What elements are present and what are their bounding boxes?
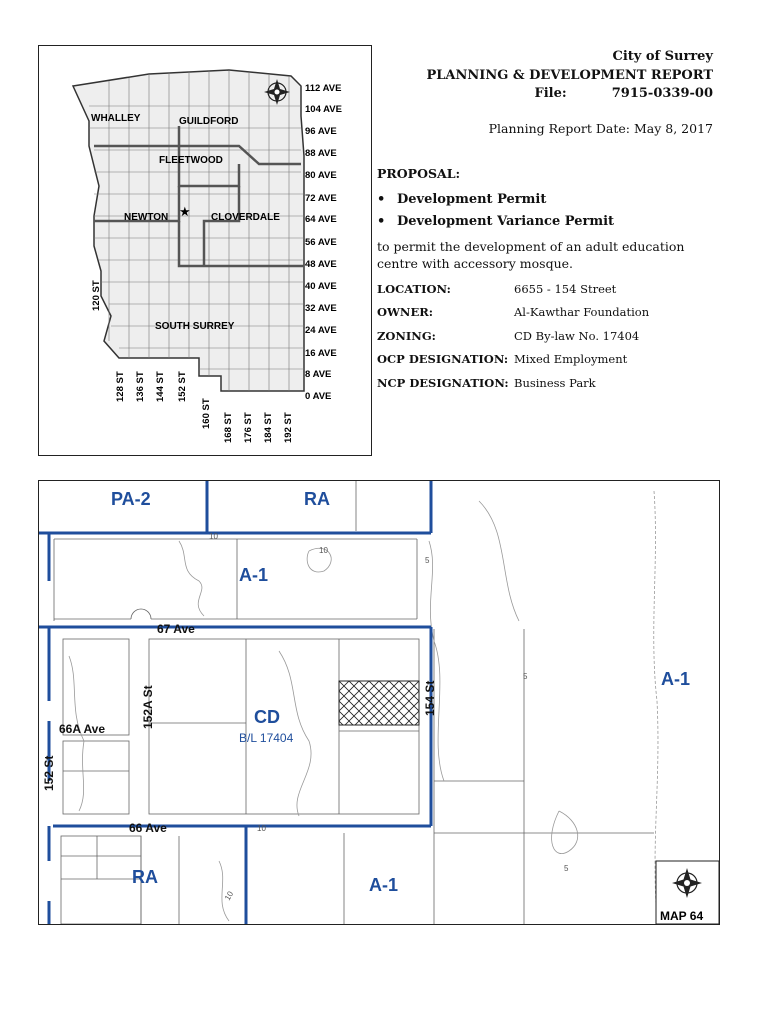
road-label: 66A Ave [59, 722, 106, 736]
proposal-item-label: Development Variance Permit [397, 214, 615, 229]
road-label: 152 St [42, 755, 56, 791]
proposal-description: to permit the development of an adult education centre with accessory mosque. [377, 239, 685, 271]
ave-label: 96 AVE [305, 126, 337, 137]
ave-label: 56 AVE [305, 237, 337, 248]
zone-label: CD [254, 707, 280, 727]
area-newton: NEWTON [124, 212, 169, 223]
st-label: 128 ST [115, 371, 126, 402]
detail-value: 6655 - 154 Street [514, 282, 617, 296]
ave-label: 24 AVE [305, 325, 337, 336]
zone-label: A-1 [661, 669, 691, 689]
ave-label: 32 AVE [305, 303, 337, 314]
zone-label: A-1 [239, 565, 269, 585]
detail-label: OWNER: [377, 305, 434, 319]
subject-site [339, 681, 419, 725]
report-date-label: Planning Report Date: [488, 121, 631, 136]
st-label: 160 ST [201, 398, 212, 429]
key-map [38, 45, 372, 456]
detail-label: OCP DESIGNATION: [377, 352, 509, 366]
file-label: File: [534, 86, 567, 101]
road-labels [42, 622, 437, 835]
contour-label: 5 [564, 864, 569, 873]
road-label: 152A St [141, 685, 155, 729]
ave-label: 40 AVE [305, 281, 337, 292]
contour-label: 5 [523, 672, 528, 681]
zoning-map-drawing [39, 481, 719, 924]
ave-label: 64 AVE [305, 214, 337, 225]
zone-label: RA [304, 489, 330, 509]
report-date-value: May 8, 2017 [634, 121, 713, 136]
detail-value: Al-Kawthar Foundation [514, 305, 650, 319]
st-label: 136 ST [135, 371, 146, 402]
area-whalley: WHALLEY [91, 113, 141, 124]
detail-value: CD By-law No. 17404 [514, 329, 640, 343]
road-label: 66 Ave [129, 821, 167, 835]
st-label: 192 ST [283, 412, 294, 443]
area-south-surrey: SOUTH SURREY [155, 321, 235, 332]
contour-label: 10 [257, 824, 266, 833]
zone-label: A-1 [369, 875, 399, 895]
contour-label: 5 [425, 556, 430, 565]
st-label: 152 ST [177, 371, 188, 402]
report-date [489, 121, 713, 136]
st-label: 168 ST [223, 412, 234, 443]
ave-label: 104 AVE [305, 104, 342, 115]
ave-label: 112 AVE [305, 83, 342, 94]
report-title: PLANNING & DEVELOPMENT REPORT [426, 68, 713, 83]
zone-label: PA-2 [111, 489, 151, 509]
proposal-item [377, 214, 614, 229]
ave-label: 88 AVE [305, 148, 337, 159]
detail-value: Mixed Employment [514, 352, 628, 366]
ave-label: 16 AVE [305, 348, 337, 359]
file-line [453, 84, 713, 103]
proposal-item [377, 192, 546, 207]
detail-label: LOCATION: [377, 282, 451, 296]
map-number: MAP 64 [660, 909, 704, 923]
st-label: 144 ST [155, 371, 166, 402]
bullet-glyph: • [377, 214, 386, 229]
city-name: City of Surrey [612, 49, 713, 64]
ave-label: 8 AVE [305, 369, 332, 380]
st-label: 120 ST [91, 280, 102, 311]
ave-label: 72 AVE [305, 193, 337, 204]
ave-label: 80 AVE [305, 170, 337, 181]
proposal-item-label: Development Permit [397, 192, 547, 207]
zoning-map [38, 480, 720, 925]
bullet-glyph: • [377, 192, 386, 207]
area-guildford: GUILDFORD [179, 116, 239, 127]
st-label: 184 ST [263, 412, 274, 443]
contour-label: 10 [209, 532, 218, 541]
detail-value: Business Park [514, 376, 596, 390]
site-star-icon: ★ [179, 204, 191, 219]
contour-label: 10 [319, 546, 328, 555]
st-label: 176 ST [243, 412, 254, 443]
detail-label: ZONING: [377, 329, 436, 343]
avenue-labels [305, 83, 342, 402]
detail-label: NCP DESIGNATION: [377, 376, 509, 390]
contour-label: 10 [222, 889, 236, 902]
ave-label: 0 AVE [305, 391, 332, 402]
road-label: 154 St [423, 680, 437, 716]
area-cloverdale: CLOVERDALE [211, 212, 280, 223]
bylaw-label: B/L 17404 [239, 731, 294, 745]
area-fleetwood: FLEETWOOD [159, 155, 223, 166]
road-label: 67 Ave [157, 622, 195, 636]
file-number: 7915-0339-00 [611, 86, 713, 101]
key-map-drawing [39, 46, 371, 455]
ave-label: 48 AVE [305, 259, 337, 270]
proposal-title: PROPOSAL: [377, 166, 461, 181]
zone-label: RA [132, 867, 158, 887]
